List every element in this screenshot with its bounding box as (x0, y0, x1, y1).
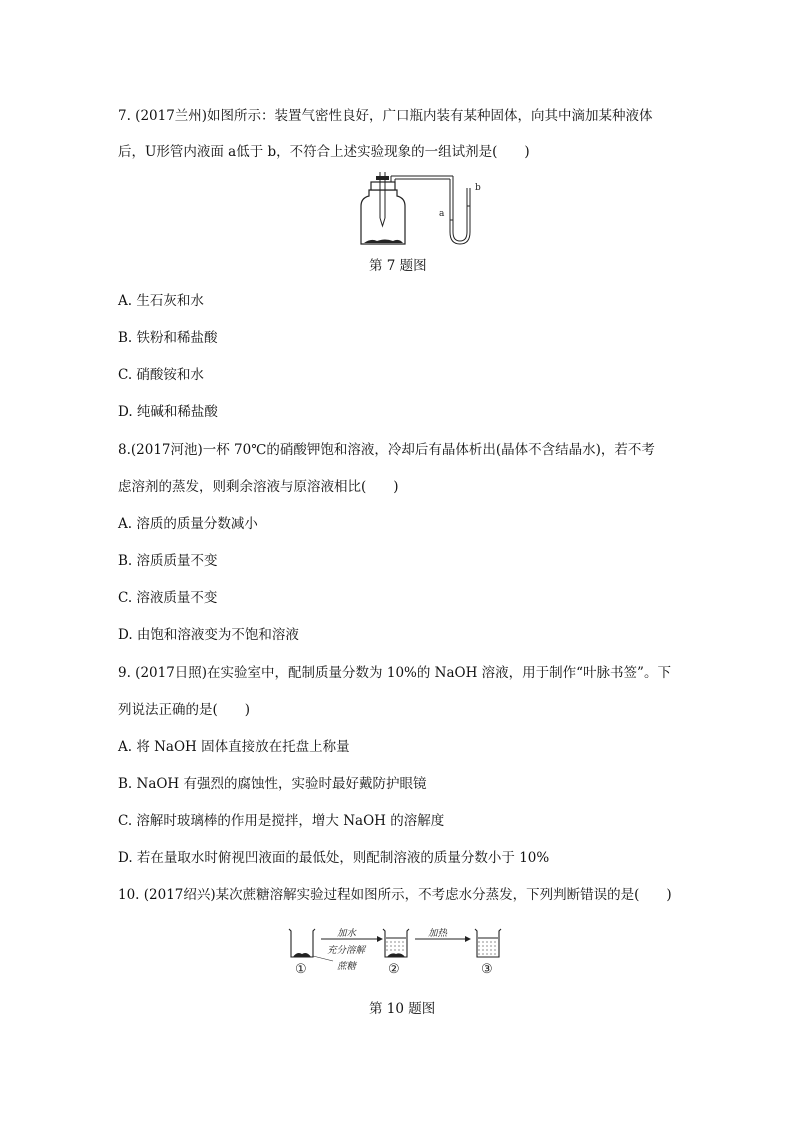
q8-option-a: A. 溶质的质量分数减小 (118, 516, 258, 532)
q9-option-d: D. 若在量取水时俯视凹液面的最低处，则配制溶液的质量分数小于 10% (118, 850, 550, 866)
q7-figure-caption: 第 7 题图 (369, 258, 427, 274)
q7-option-a: A. 生石灰和水 (118, 293, 204, 309)
q8-option-b: B. 溶质质量不变 (118, 553, 218, 569)
q10-label-sucrose: 蔗糖 (337, 961, 357, 972)
q9-stem-line-1: 9. (2017日照)在实验室中，配制质量分数为 10%的 NaOH 溶液，用于制作“叶脉书签”。下 (118, 665, 671, 681)
q10-label-dissolve: 充分溶解 (327, 945, 366, 956)
q7-option-c: C. 硝酸铵和水 (118, 367, 204, 383)
q10-figure-caption: 第 10 题图 (369, 1001, 436, 1017)
q9-option-a: A. 将 NaOH 固体直接放在托盘上称量 (118, 739, 350, 755)
q10-stem-line-1: 10. (2017绍兴)某次蔗糖溶解实验过程如图所示，不考虑水分蒸发，下列判断错误的是( ) (118, 887, 672, 903)
q9-option-c: C. 溶解时玻璃棒的作用是搅拌，增大 NaOH 的溶解度 (118, 813, 445, 829)
q7-stem-line-1: 7. (2017兰州)如图所示：装置气密性良好，广口瓶内装有某种固体，向其中滴加某种液体 (118, 108, 653, 124)
q8-option-d: D. 由饱和溶液变为不饱和溶液 (118, 627, 299, 643)
q7-option-b: B. 铁粉和稀盐酸 (118, 330, 218, 346)
q7-label-b: b (475, 183, 481, 193)
q10-label-add-water: 加水 (337, 928, 357, 939)
q8-stem-line-1: 8.(2017河池)一杯 70℃的硝酸钾饱和溶液，冷却后有晶体析出(晶体不含结晶水)，若不考 (118, 442, 655, 458)
q10-label-3: ③ (481, 962, 493, 977)
q8-option-c: C. 溶液质量不变 (118, 590, 218, 606)
q7-option-d: D. 纯碱和稀盐酸 (118, 404, 218, 420)
q8-stem-line-2: 虑溶剂的蒸发，则剩余溶液与原溶液相比( ) (118, 479, 399, 495)
q10-label-heat: 加热 (428, 928, 448, 939)
q7-apparatus-figure (355, 168, 515, 248)
q9-option-b: B. NaOH 有强烈的腐蚀性，实验时最好戴防护眼镜 (118, 776, 427, 792)
q10-label-2: ② (388, 962, 400, 977)
q10-process-figure (285, 923, 515, 983)
q10-label-1: ① (295, 962, 307, 977)
q7-stem-line-2: 后，U形管内液面 a低于 b，不符合上述实验现象的一组试剂是( ) (118, 144, 530, 160)
q7-label-a: a (439, 209, 445, 219)
q9-stem-line-2: 列说法正确的是( ) (118, 702, 251, 718)
